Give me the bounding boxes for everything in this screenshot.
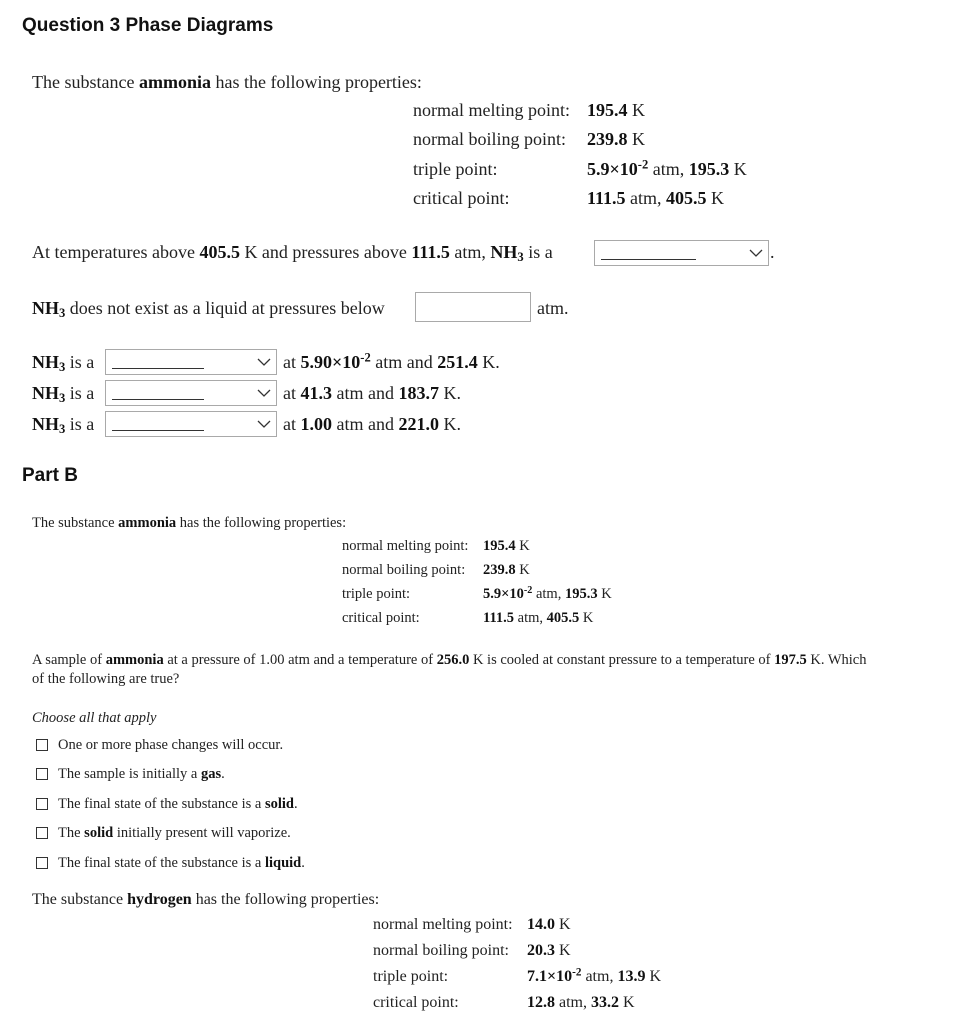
- triple-value: $5.9\times 10^{-2}$ atm, 195.3 K: [587, 157, 747, 179]
- supercritical-state-select[interactable]: [594, 240, 769, 266]
- checkbox-option-5[interactable]: [36, 857, 48, 869]
- option-3-label[interactable]: The final state of the substance is a solid.: [58, 796, 298, 812]
- option-5-label[interactable]: The final state of the substance is a liquid.: [58, 855, 305, 871]
- checkbox-option-4[interactable]: [36, 827, 48, 839]
- intro-text: The substance: [32, 72, 139, 92]
- liquid-question: $NH_3$ does not exist as a liquid at pressures below: [32, 298, 385, 321]
- h-crit-label: critical point:: [373, 994, 459, 1011]
- state-question-2-label: $NH_3$ is a: [32, 383, 95, 406]
- crit-label-b: critical point:: [342, 610, 420, 626]
- h-boil-value: 20.3 K: [527, 942, 571, 959]
- h-boil-label: normal boiling point:: [373, 942, 509, 959]
- state-select-3[interactable]: [105, 411, 277, 437]
- h-melt-label: normal melting point:: [373, 916, 513, 933]
- atm-unit: atm.: [537, 298, 569, 318]
- h-triple-value: $7.1\times 10^{-2}$ atm, 13.9 K: [527, 966, 662, 985]
- checkbox-option-3[interactable]: [36, 798, 48, 810]
- triple-label: triple point:: [413, 159, 498, 179]
- crit-label: critical point:: [413, 188, 510, 208]
- melt-value: 195.4 K: [587, 100, 645, 120]
- hydrogen-intro: The substance hydrogen has the following properties:: [32, 891, 380, 908]
- h-melt-value: 14.0 K: [527, 916, 571, 933]
- min-pressure-input[interactable]: [415, 292, 531, 322]
- checkbox-option-1[interactable]: [36, 739, 48, 751]
- state-question-1-conditions: at $5.90\times 10^{-2}$ atm and 251.4 K.: [283, 350, 500, 372]
- chevron-down-icon: [256, 386, 272, 400]
- page-title: Question 3 Phase Diagrams: [22, 15, 274, 36]
- option-4-label[interactable]: The solid initially present will vaporize.: [58, 825, 291, 841]
- chevron-down-icon: [256, 417, 272, 431]
- part-b-question-line2: of the following are true?: [32, 671, 180, 687]
- option-2-label[interactable]: The sample is initially a gas.: [58, 766, 225, 782]
- boil-label: normal boiling point:: [413, 129, 566, 149]
- state-question-3-conditions: at 1.00 atm and 221.0 K.: [283, 414, 461, 434]
- checkbox-option-2[interactable]: [36, 768, 48, 780]
- ammonia-intro-b: The substance ammonia has the following properties:: [32, 515, 347, 531]
- supercritical-question: At temperatures above 405.5 K and pressures above 111.5 atm, $NH_3$ is a: [32, 242, 553, 265]
- h-triple-label: triple point:: [373, 968, 449, 985]
- state-select-1[interactable]: [105, 349, 277, 375]
- option-1-label[interactable]: One or more phase changes will occur.: [58, 737, 284, 753]
- state-select-2[interactable]: [105, 380, 277, 406]
- melt-label-b: normal melting point:: [342, 538, 469, 554]
- state-question-3-label: $NH_3$ is a: [32, 414, 95, 437]
- h-crit-value: 12.8 atm, 33.2 K: [527, 994, 635, 1011]
- part-b-question-line1: A sample of ammonia at a pressure of 1.00 atm and a temperature of 256.0 K is cooled at constant pressure to a temperature of 197.5 K. Which: [32, 652, 867, 668]
- state-question-2-conditions: at 41.3 atm and 183.7 K.: [283, 383, 461, 403]
- triple-label-b: triple point:: [342, 586, 411, 602]
- boil-label-b: normal boiling point:: [342, 562, 466, 578]
- ammonia-intro: [32, 72, 422, 93]
- triple-value-b: $5.9\times 10^{-2}$ atm, 195.3 K: [483, 584, 612, 602]
- chevron-down-icon: [256, 355, 272, 369]
- crit-value: 111.5 atm, 405.5 K: [587, 188, 725, 208]
- period: .: [770, 242, 775, 262]
- part-b-heading: Part B: [22, 465, 78, 486]
- substance-name: ammonia: [138, 72, 211, 92]
- crit-value-b: 111.5 atm, 405.5 K: [483, 610, 594, 626]
- choose-instructions: Choose all that apply: [32, 710, 157, 726]
- melt-value-b: 195.4 K: [483, 538, 530, 554]
- melt-label: normal melting point:: [413, 100, 570, 120]
- intro-text: has the following properties:: [210, 72, 422, 92]
- boil-value: 239.8 K: [587, 129, 645, 149]
- chevron-down-icon: [748, 246, 764, 260]
- state-question-1-label: $NH_3$ is a: [32, 352, 95, 375]
- boil-value-b: 239.8 K: [483, 562, 530, 578]
